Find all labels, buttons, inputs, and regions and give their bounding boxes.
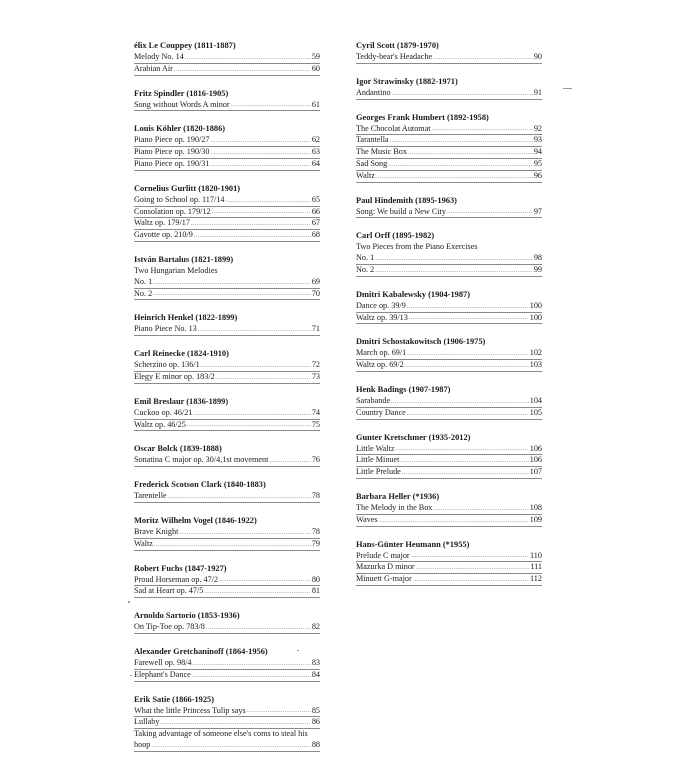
page-number: 97 [533,206,542,216]
toc-entry [134,207,320,219]
composer-section [134,348,320,384]
scan-speck [563,88,572,89]
piece-title: Consolation op. 179/12 [134,206,211,216]
composer-section [356,336,542,372]
composer-name: Carl Reinecke (1824-1910) [134,349,229,359]
toc-entry [134,100,320,112]
piece-title: No. 2 [134,288,153,298]
piece-title: Little Minuet [356,455,400,465]
toc-entry [134,527,320,539]
dot-leader [375,267,533,276]
toc-entry [134,622,320,634]
dot-leader [160,719,310,728]
page-number: 66 [311,206,320,216]
piece-title: Song: We build a New City [356,206,446,216]
dot-leader [400,457,528,466]
page-number: 82 [311,622,320,632]
dot-leader [376,173,533,182]
dot-leader [185,54,311,63]
page-number: 104 [529,395,542,405]
piece-title: Brave Knight [134,526,179,536]
toc-entry [134,135,320,147]
dot-leader [433,505,528,514]
dot-leader [409,314,529,323]
dot-leader [174,66,311,75]
toc-entry [134,195,320,207]
toc-entry [356,360,542,372]
composer-section [356,76,542,100]
page-number: 88 [311,739,320,749]
dot-leader [402,469,529,478]
toc-entry [134,420,320,432]
dot-leader [391,398,529,407]
composer-section [356,289,542,325]
composer-name: Arnoldo Sartorio (1853-1936) [134,611,240,621]
toc-entry [134,706,320,718]
toc-entry [134,277,320,289]
composer-section [356,40,542,64]
toc-entry [134,658,320,670]
composer-section [356,230,542,276]
piece-title: Sad at Heart op. 47/5 [134,586,204,596]
toc-entry [134,455,320,467]
page-number: 92 [533,123,542,133]
piece-title: Piano Piece op. 190/31 [134,158,210,168]
toc-entry [356,253,542,265]
toc-entry [356,467,542,479]
page-number: 86 [311,717,320,727]
composer-name: Oscar Bolck (1839-1888) [134,444,222,454]
toc-entry [134,586,320,598]
piece-title: Sonatina C major op. 30/4,1st movement [134,455,269,465]
piece-title: March op. 69/1 [356,348,407,358]
toc-entry [356,301,542,313]
piece-title: Proud Horseman op. 47/2 [134,574,219,584]
composer-section [356,539,542,586]
composer-section [356,432,542,479]
piece-title: Piano Piece op. 190/30 [134,147,210,157]
composer-section [134,183,320,242]
toc-entry [356,574,542,586]
page-number: 105 [529,407,542,417]
toc-entry [134,717,320,729]
dot-leader [198,326,311,335]
toc-entry [134,408,320,420]
toc-entry [356,124,542,136]
dot-leader [216,374,311,383]
page-number: 93 [533,135,542,145]
toc-entry [356,242,542,253]
composer-section [134,515,320,551]
page-number: 69 [311,276,320,286]
page-number: 72 [311,360,320,370]
dot-leader [179,529,310,538]
piece-title: hoop [134,739,151,749]
piece-title: Country Dance [356,407,406,417]
page-number: 71 [311,324,320,334]
composer-name: Gunter Kretschmer (1935-2012) [356,432,471,442]
dot-leader [187,421,311,430]
dot-leader [379,517,529,526]
dot-leader [269,457,310,466]
composer-name: Fritz Spindler (1816-1905) [134,88,229,98]
dot-leader [211,149,311,158]
composer-section [134,694,320,752]
page-number: 110 [530,550,542,560]
page-number: 108 [529,502,542,512]
dot-leader [153,290,311,299]
piece-title: Gavotte op. 210/9 [134,230,193,240]
dot-leader [447,208,533,217]
piece-title: The Melody in the Box [356,502,433,512]
composer-name: Heinrich Henkel (1822-1899) [134,313,238,323]
composer-name: Robert Fuchs (1847-1927) [134,563,227,573]
toc-entry [356,562,542,574]
page-number: 106 [529,455,542,465]
toc-entry [134,64,320,76]
toc-entry [134,230,320,242]
toc-entry [356,408,542,420]
page-number: 76 [311,455,320,465]
toc-entry [134,266,320,277]
composer-section [134,123,320,170]
piece-title: The Chocolat Automat [356,123,431,133]
toc-entry [356,503,542,515]
toc-entry [356,171,542,183]
composer-section [134,254,320,300]
toc-right-column [356,40,542,598]
dot-leader [392,90,533,99]
page-number: 109 [529,514,542,524]
page-number: 83 [311,657,320,667]
composer-name: Dmitri Kabalewsky (1904-1987) [356,289,470,299]
piece-title: Teddy-bear's Headache [356,52,433,61]
dot-leader [194,232,311,241]
toc-entry [356,159,542,171]
composer-name: Louis Köhler (1820-1886) [134,124,226,134]
composer-name: Barbara Heller (*1936) [356,491,440,501]
piece-title: On Tip-Toe op. 783/8 [134,622,205,632]
toc-entry [134,729,320,740]
composer-name: Carl Orff (1895-1982) [356,231,435,241]
toc-entry [134,289,320,301]
toc-entry [356,147,542,159]
page-number: 111 [530,562,542,572]
page-number: 80 [311,574,320,584]
toc-entry [134,539,320,551]
toc-left-column [134,40,320,764]
toc-entry [134,52,320,64]
dot-leader [407,410,529,419]
piece-title: Waltz [134,538,153,548]
page-number: 68 [311,230,320,240]
piece-title: Waltz op. 69/2 [356,360,404,370]
dot-leader [192,672,311,681]
dot-leader [193,410,310,419]
page-number: 106 [529,443,542,453]
page-number: 67 [311,218,320,228]
piece-title: Taking advantage of someone else's coms to steal his [134,729,308,739]
piece-title: Farewell op. 98/4 [134,657,192,667]
composer-name: Igor Strawinsky (1882-1971) [356,76,458,86]
page-number: 65 [311,194,320,204]
page-number: 81 [311,586,320,596]
scan-speck [130,675,132,676]
page-number: 90 [533,52,542,61]
piece-title: Mazurka D minor [356,562,415,572]
dot-leader [225,197,310,206]
dot-leader [231,101,311,110]
toc-entry [134,147,320,159]
piece-title: Two Hungarian Melodies [134,265,218,275]
piece-title: Scherzino op. 136/1 [134,360,200,370]
composer-name: Alexander Gretchaninoff (1864-1956) [134,646,268,656]
piece-title: Little Prelude [356,467,401,477]
toc-entry [134,372,320,384]
page-number: 59 [311,52,320,61]
page-number: 62 [311,135,320,145]
piece-title: Waltz op. 46/25 [134,419,186,429]
composer-name: István Bartalus (1821-1899) [134,254,234,264]
composer-name: Moritz Wilhelm Vogel (1846-1922) [134,515,257,525]
toc-entry [134,740,320,752]
piece-title: Waves [356,514,378,524]
piece-title: Piano Piece op. 190/27 [134,135,210,145]
page-number: 112 [530,574,542,584]
page-number: 63 [311,147,320,157]
page-number: 99 [533,264,542,274]
piece-title: Arabian Air [134,63,173,73]
piece-title: Song without Words A minor [134,99,230,109]
page-number: 100 [529,300,542,310]
dot-leader [432,125,533,134]
page-number: 78 [311,491,320,501]
page-number: 95 [533,158,542,168]
toc-entry [356,551,542,563]
piece-title: Cuckoo op. 46/21 [134,407,193,417]
scan-speck [128,601,130,603]
dot-leader [396,445,529,454]
page-number: 70 [311,288,320,298]
composer-section [356,195,542,219]
page-number: 60 [311,63,320,73]
page-number: 84 [311,669,320,679]
dot-leader [411,552,529,561]
piece-title: Minuett G-major [356,574,412,584]
dot-leader [388,161,533,170]
composer-name: Cyril Scott (1879-1970) [356,41,439,50]
page-number: 91 [533,87,542,97]
dot-leader [193,660,311,669]
piece-title: Lullaby [134,717,160,727]
composer-section [356,112,542,183]
dot-leader [206,624,311,633]
toc-entry [356,444,542,456]
composer-section [134,479,320,503]
piece-title: Tarentelle [134,491,167,501]
page-number: 79 [311,538,320,548]
page-number: 103 [529,360,542,370]
dot-leader [375,255,533,264]
page-number: 98 [533,253,542,263]
piece-title: No. 2 [356,264,375,274]
dot-leader [212,208,311,217]
toc-entry [356,313,542,325]
dot-leader [201,362,311,371]
piece-title: Tarantella [356,135,389,145]
piece-title: Prelude C major [356,550,410,560]
composer-section [356,491,542,527]
toc-entry [134,159,320,171]
piece-title: Two Pieces from the Piano Exercises [356,242,478,252]
piece-title: Waltz op. 179/17 [134,218,190,228]
piece-title: Dance op. 39/9 [356,300,406,310]
dot-leader [219,576,311,585]
page-number: 85 [311,705,320,715]
dot-leader [154,541,311,550]
toc-entry [134,360,320,372]
composer-section [134,396,320,432]
piece-title: No. 1 [134,276,153,286]
toc-entry [134,670,320,682]
composer-name: Dmitri Schostakowitsch (1906-1975) [356,337,486,347]
dot-leader [390,137,533,146]
piece-title: What the little Princess Tulip says [134,705,246,715]
toc-entry [356,396,542,408]
toc-entry [356,135,542,147]
dot-leader [211,161,311,170]
dot-leader [416,564,530,573]
dot-leader [204,588,310,597]
toc-entry [134,218,320,230]
composer-name: Frederick Scotson Clark (1840-1883) [134,480,266,490]
page-number: 100 [529,312,542,322]
composer-name: Paul Hindemith (1895-1963) [356,195,457,205]
page-number: 78 [311,526,320,536]
composer-section [134,646,320,682]
dot-leader [433,54,533,63]
dot-leader [413,576,529,585]
page-number: 61 [311,99,320,109]
composer-name: Hans-Günter Heumann (*1955) [356,539,470,549]
toc-entry [356,515,542,527]
page-number: 94 [533,147,542,157]
composer-section [134,563,320,599]
toc-entry [356,455,542,467]
piece-title: Waltz [356,170,375,180]
composer-name: Cornelius Gurlitt (1820-1901) [134,183,241,193]
dot-leader [211,137,311,146]
page-number: 64 [311,158,320,168]
toc-entry [356,88,542,100]
composer-name: Georges Frank Humbert (1892-1958) [356,112,489,122]
composer-name: Henk Badings (1907-1987) [356,384,451,394]
page-number: 75 [311,419,320,429]
dot-leader [168,493,311,502]
piece-title: Piano Piece No. 13 [134,324,197,334]
dot-leader [408,149,533,158]
composer-section [134,40,320,76]
piece-title: The Music Box [356,147,407,157]
scan-speck [297,650,299,651]
composer-name: Erik Satie (1866-1925) [134,694,215,704]
page-number: 96 [533,170,542,180]
toc-entry [356,52,542,64]
page-number: 73 [311,371,320,381]
piece-title: Andantino [356,87,391,97]
piece-title: Little Waltz [356,443,395,453]
page-number: 74 [311,407,320,417]
toc-entry [134,575,320,587]
piece-title: Elegy E minor op. 183/2 [134,371,215,381]
dot-leader [407,303,529,312]
toc-entry [356,348,542,360]
piece-title: No. 1 [356,253,375,263]
dot-leader [405,362,529,371]
piece-title: Sarabande [356,395,391,405]
dot-leader [407,350,528,359]
toc-entry [134,491,320,503]
piece-title: Going to School op. 117/14 [134,194,225,204]
toc-entry [134,324,320,336]
composer-section [134,443,320,467]
piece-title: Waltz op. 39/13 [356,312,408,322]
composer-name: élix Le Couppey (1811-1887) [134,41,236,50]
page-number: 107 [529,467,542,477]
piece-title: Melody No. 14 [134,52,184,61]
toc-entry [356,265,542,277]
composer-section [356,384,542,420]
dot-leader [247,707,311,716]
dot-leader [153,279,311,288]
dot-leader [191,220,311,229]
piece-title: Sad Song [356,158,388,168]
composer-section [134,312,320,336]
composer-section [134,610,320,634]
piece-title: Elephant's Dance [134,669,191,679]
page-number: 102 [529,348,542,358]
composer-name: Emil Breslaur (1836-1899) [134,396,229,406]
composer-section [134,88,320,112]
toc-entry [356,207,542,219]
dot-leader [151,742,310,751]
